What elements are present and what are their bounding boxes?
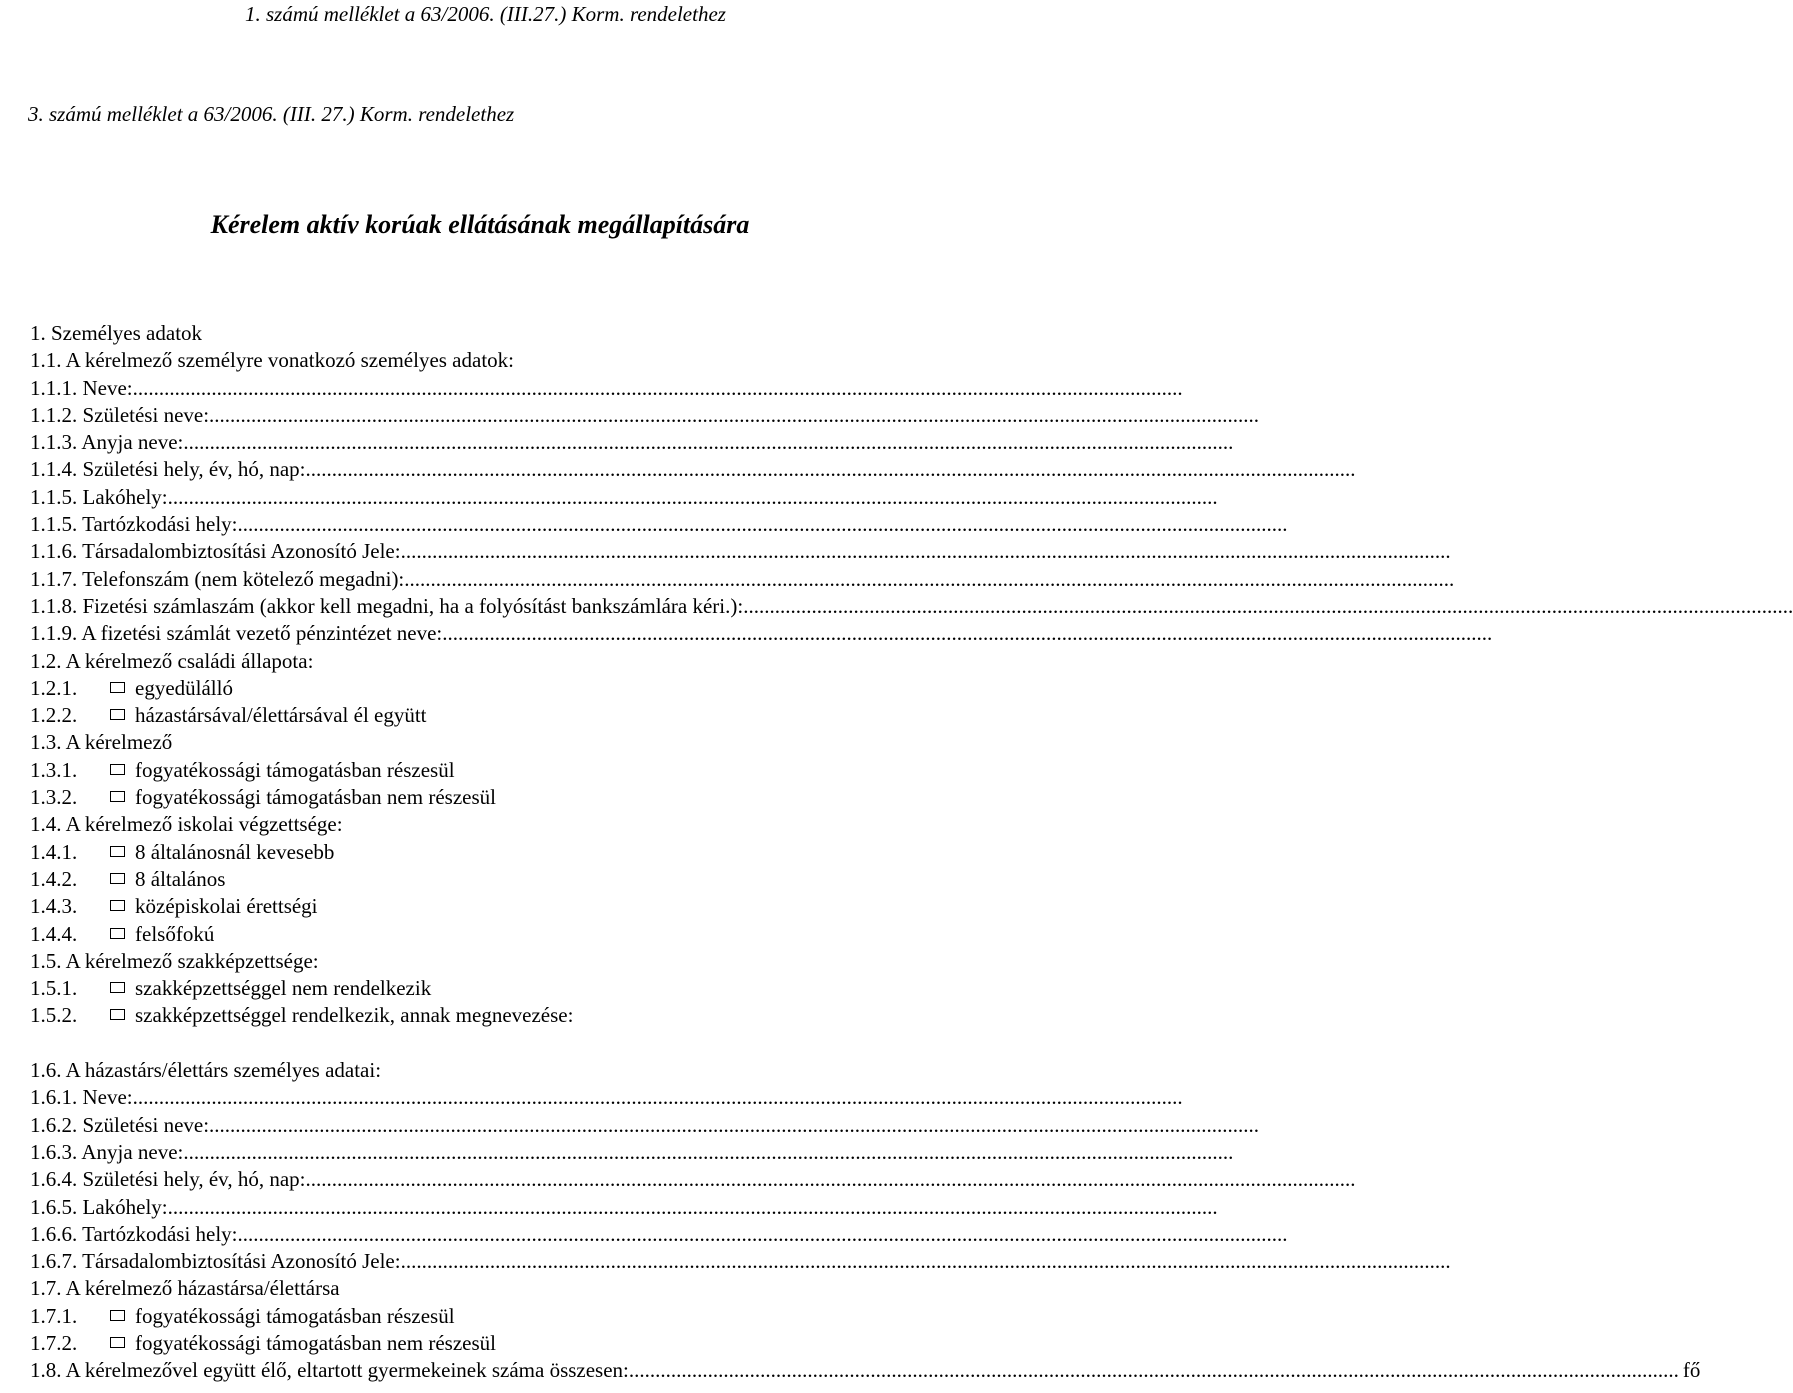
applicant-phone-field[interactable]: 1.1.7. Telefonszám (nem kötelező megadni): ........................................................................................................................................................................................................ (30, 566, 960, 593)
dependent-children-count-field[interactable]: 1.8. A kérelmezővel együtt élő, eltartott gyermekeinek száma összesen: ........................................................................................................................................................................................................ fő (30, 1357, 960, 1384)
spouse-social-security-id-field[interactable]: 1.6.7. Társadalombiztosítási Azonosító Jele: ........................................................................................................................................................................................................ (30, 1248, 960, 1275)
dotted-fill: ........................................................................................................................................................................................................ (305, 457, 1356, 482)
spouse-name-field[interactable]: 1.6.1. Neve: ........................................................................................................................................................................................................ (30, 1084, 960, 1111)
dotted-fill: ........................................................................................................................................................................................................ (400, 1249, 1451, 1274)
dotted-fill: ........................................................................................................................................................................................................ (305, 1167, 1356, 1192)
option-spouse-receives-disability-support[interactable]: 1.7.1. fogyatékossági támogatásban részesül (30, 1303, 455, 1328)
marital-status-heading: 1.2. A kérelmező családi állapota: (30, 648, 314, 673)
applicant-bank-name-field[interactable]: 1.1.9. A fizetési számlát vezető pénzintézet neve: ........................................................................................................................................................................................................ (30, 620, 960, 647)
applicant-birth-name-field[interactable]: 1.1.2. Születési neve: ........................................................................................................................................................................................................ (30, 402, 960, 429)
dotted-fill: ........................................................................................................................................................................................................ (132, 1085, 1183, 1110)
dotted-fill: ........................................................................................................................................................................................................ (237, 512, 1288, 537)
dotted-fill: ........................................................................................................................................................................................................ (183, 1139, 1234, 1164)
option-education-primary[interactable]: 1.4.2. 8 általános (30, 866, 226, 891)
dotted-fill: ........................................................................................................................................................................................................ (400, 539, 1451, 564)
dotted-fill: ........................................................................................................................................................................................................ (442, 621, 1493, 646)
dotted-fill: ........................................................................................................................................................................................................ (209, 1112, 1260, 1137)
annex-reference-3: 3. számú melléklet a 63/2006. (III. 27.) Korm. rendelethez (28, 102, 515, 126)
applicant-residence-field[interactable]: 1.1.5. Lakóhely: ........................................................................................................................................................................................................ (30, 484, 960, 511)
spouse-mother-name-field[interactable]: 1.6.3. Anyja neve: ........................................................................................................................................................................................................ (30, 1139, 960, 1166)
form-body (30, 320, 1793, 1385)
option-spouse-no-disability-support[interactable]: 1.7.2. fogyatékossági támogatásban nem részesül (30, 1330, 496, 1355)
checkbox-icon[interactable] (110, 1310, 125, 1321)
form-title: Kérelem aktív korúak ellátásának megállapítására (210, 210, 750, 239)
spouse-residence-field[interactable]: 1.6.5. Lakóhely: ........................................................................................................................................................................................................ (30, 1194, 960, 1221)
option-no-qualification[interactable]: 1.5.1. szakképzettséggel nem rendelkezik (30, 976, 432, 1001)
persons-unit-label: fő (1682, 1358, 1701, 1383)
applicant-temporary-residence-field[interactable]: 1.1.5. Tartózkodási hely: ........................................................................................................................................................................................................ (30, 511, 960, 538)
checkbox-icon[interactable] (110, 900, 125, 911)
spouse-birth-place-date-field[interactable]: 1.6.4. Születési hely, év, hó, nap: ........................................................................................................................................................................................................ (30, 1166, 960, 1193)
blank-line (30, 1030, 960, 1057)
option-has-qualification[interactable]: 1.5.2. szakképzettséggel rendelkezik, annak megnevezése: (30, 1003, 574, 1028)
checkbox-icon[interactable] (110, 682, 125, 693)
option-education-secondary[interactable]: 1.4.3. középiskolai érettségi (30, 894, 318, 919)
checkbox-icon[interactable] (110, 709, 125, 720)
section-applicant-data-heading: 1.1. A kérelmező személyre vonatkozó személyes adatok: (30, 348, 514, 373)
dotted-fill: ........................................................................................................................................................................................................ (743, 593, 1793, 618)
checkbox-icon[interactable] (110, 982, 125, 993)
education-heading: 1.4. A kérelmező iskolai végzettsége: (30, 812, 343, 837)
option-lives-with-spouse[interactable]: 1.2.2. házastársával/élettársával él együtt (30, 703, 427, 728)
applicant-social-security-id-field[interactable]: 1.1.6. Társadalombiztosítási Azonosító Jele: ........................................................................................................................................................................................................ (30, 538, 960, 565)
option-single[interactable]: 1.2.1. egyedülálló (30, 675, 233, 700)
applicant-name-field[interactable]: 1.1.1. Neve: ........................................................................................................................................................................................................ (30, 375, 960, 402)
checkbox-icon[interactable] (110, 764, 125, 775)
option-education-below-primary[interactable]: 1.4.1. 8 általánosnál kevesebb (30, 839, 335, 864)
dotted-fill: ........................................................................................................................................................................................................ (628, 1358, 1679, 1383)
dotted-fill: ........................................................................................................................................................................................................ (167, 484, 1218, 509)
section-personal-data-heading: 1. Személyes adatok (30, 321, 203, 345)
option-no-disability-support[interactable]: 1.3.2. fogyatékossági támogatásban nem részesül (30, 785, 496, 810)
spouse-birth-name-field[interactable]: 1.6.2. Születési neve: ........................................................................................................................................................................................................ (30, 1112, 960, 1139)
option-receives-disability-support[interactable]: 1.3.1. fogyatékossági támogatásban részesül (30, 757, 455, 782)
option-education-higher[interactable]: 1.4.4. felsőfokú (30, 921, 215, 946)
checkbox-icon[interactable] (110, 1009, 125, 1020)
spouse-data-heading: 1.6. A házastárs/élettárs személyes adatai: (30, 1058, 382, 1083)
checkbox-icon[interactable] (110, 791, 125, 802)
checkbox-icon[interactable] (110, 846, 125, 857)
checkbox-icon[interactable] (110, 1337, 125, 1348)
disability-support-heading: 1.3. A kérelmező (30, 730, 173, 755)
dotted-fill: ........................................................................................................................................................................................................ (404, 566, 1455, 591)
applicant-bank-account-field[interactable]: 1.1.8. Fizetési számlaszám (akkor kell megadni, ha a folyósítást bankszámlára kéri.): ........................................................................................................................................................................................................ (30, 593, 960, 620)
applicant-birth-place-date-field[interactable]: 1.1.4. Születési hely, év, hó, nap: ........................................................................................................................................................................................................ (30, 456, 960, 483)
checkbox-icon[interactable] (110, 928, 125, 939)
qualification-heading: 1.5. A kérelmező szakképzettsége: (30, 948, 319, 973)
spouse-temporary-residence-field[interactable]: 1.6.6. Tartózkodási hely: ........................................................................................................................................................................................................ (30, 1221, 960, 1248)
dotted-fill: ........................................................................................................................................................................................................ (167, 1194, 1218, 1219)
spouse-disability-heading: 1.7. A kérelmező házastársa/élettársa (30, 1276, 340, 1301)
dotted-fill: ........................................................................................................................................................................................................ (237, 1221, 1288, 1246)
applicant-mother-name-field[interactable]: 1.1.3. Anyja neve: ........................................................................................................................................................................................................ (30, 429, 960, 456)
dotted-fill: ........................................................................................................................................................................................................ (183, 430, 1234, 455)
annex-reference-1: 1. számú melléklet a 63/2006. (III.27.) Korm. rendelethez (245, 2, 726, 26)
checkbox-icon[interactable] (110, 873, 125, 884)
dotted-fill: ........................................................................................................................................................................................................ (132, 375, 1183, 400)
dotted-fill: ........................................................................................................................................................................................................ (209, 402, 1260, 427)
